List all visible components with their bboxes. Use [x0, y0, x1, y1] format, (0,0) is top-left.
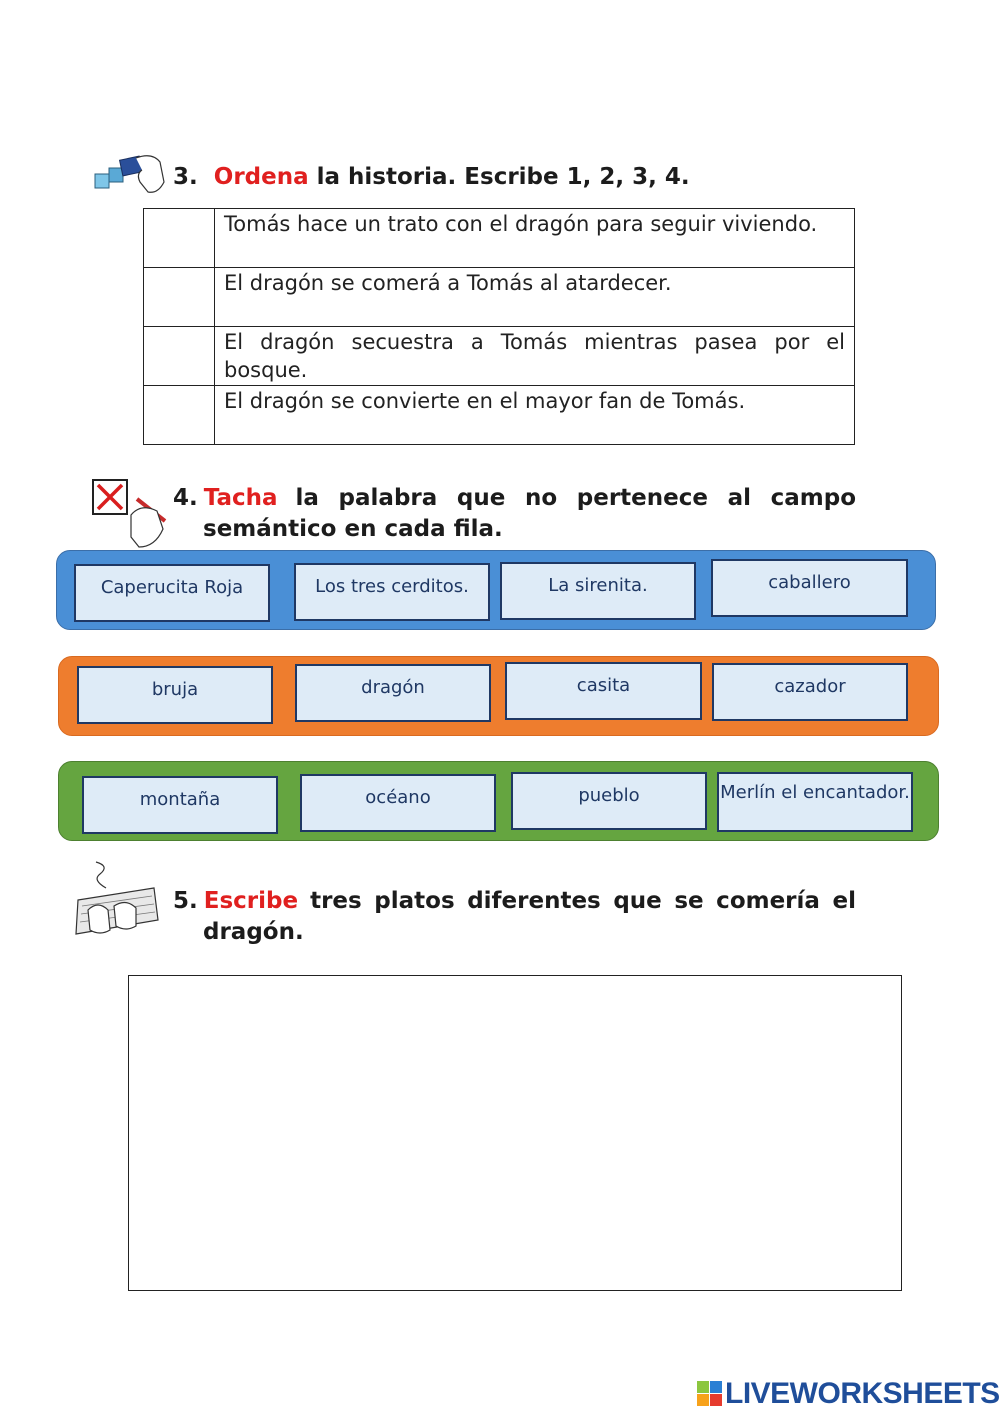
- liveworksheets-logo-text: LIVEWORKSHEETS: [725, 1377, 1000, 1410]
- word-option[interactable]: montaña: [82, 776, 278, 834]
- table-row: [144, 268, 855, 327]
- exercise3-heading: [173, 162, 690, 193]
- exercise3-number: 3.: [173, 164, 198, 190]
- word-option[interactable]: cazador: [712, 663, 908, 721]
- liveworksheets-logo-icon: [697, 1381, 723, 1407]
- exercise5-instruction-line2: dragón.: [203, 919, 304, 945]
- word-option[interactable]: bruja: [77, 666, 273, 724]
- exercise5-heading: [173, 886, 856, 948]
- blocks-hand-icon: [92, 152, 166, 198]
- table-row: [144, 386, 855, 445]
- exercise4-instruction-line1: la palabra que no pertenece al campo: [295, 485, 856, 511]
- table-row: [144, 327, 855, 386]
- exercise4-instruction-line2: semántico en cada fila.: [203, 516, 503, 542]
- exercise3-verb: Ordena: [213, 164, 309, 190]
- order-number-input[interactable]: [144, 327, 214, 385]
- word-option[interactable]: caballero: [711, 559, 908, 617]
- exercise5-number: 5.: [173, 888, 198, 914]
- word-option[interactable]: dragón: [295, 664, 491, 722]
- order-number-input[interactable]: [144, 209, 214, 267]
- answer-box[interactable]: [128, 975, 902, 1291]
- word-option[interactable]: Merlín el encantador.: [717, 772, 913, 832]
- table-row: [144, 209, 855, 268]
- exercise3-instruction: la historia. Escribe 1, 2, 3, 4.: [316, 164, 690, 190]
- cross-out-icon: [91, 477, 169, 549]
- word-option[interactable]: La sirenita.: [500, 562, 696, 620]
- liveworksheets-logo: [697, 1377, 1000, 1411]
- keyboard-typing-icon: [70, 860, 160, 938]
- word-option[interactable]: casita: [505, 662, 702, 720]
- order-number-cell[interactable]: [144, 386, 215, 445]
- story-event-text: Tomás hace un trato con el dragón para seguir viviendo.: [215, 209, 855, 268]
- story-event-text: El dragón se comerá a Tomás al atardecer.: [215, 268, 855, 327]
- answer-input[interactable]: [129, 976, 901, 1290]
- order-number-cell[interactable]: [144, 209, 215, 268]
- word-option[interactable]: Caperucita Roja: [74, 564, 270, 622]
- order-number-input[interactable]: [144, 268, 214, 326]
- exercise5-verb: Escribe: [203, 888, 299, 914]
- story-event-text: El dragón se convierte en el mayor fan de Tomás.: [215, 386, 855, 445]
- exercise5-instruction-line1: tres platos diferentes que se comería el: [310, 888, 856, 914]
- exercise4-heading: [173, 483, 856, 545]
- order-number-input[interactable]: [144, 386, 214, 444]
- order-number-cell[interactable]: [144, 268, 215, 327]
- word-option[interactable]: océano: [300, 774, 496, 832]
- exercise4-verb: Tacha: [203, 485, 278, 511]
- order-table: [143, 208, 855, 445]
- order-number-cell[interactable]: [144, 327, 215, 386]
- story-event-text: El dragón secuestra a Tomás mientras pasea por el bosque.: [215, 327, 855, 386]
- word-option[interactable]: pueblo: [511, 772, 707, 830]
- word-option[interactable]: Los tres cerditos.: [294, 563, 490, 621]
- exercise4-number: 4.: [173, 485, 198, 511]
